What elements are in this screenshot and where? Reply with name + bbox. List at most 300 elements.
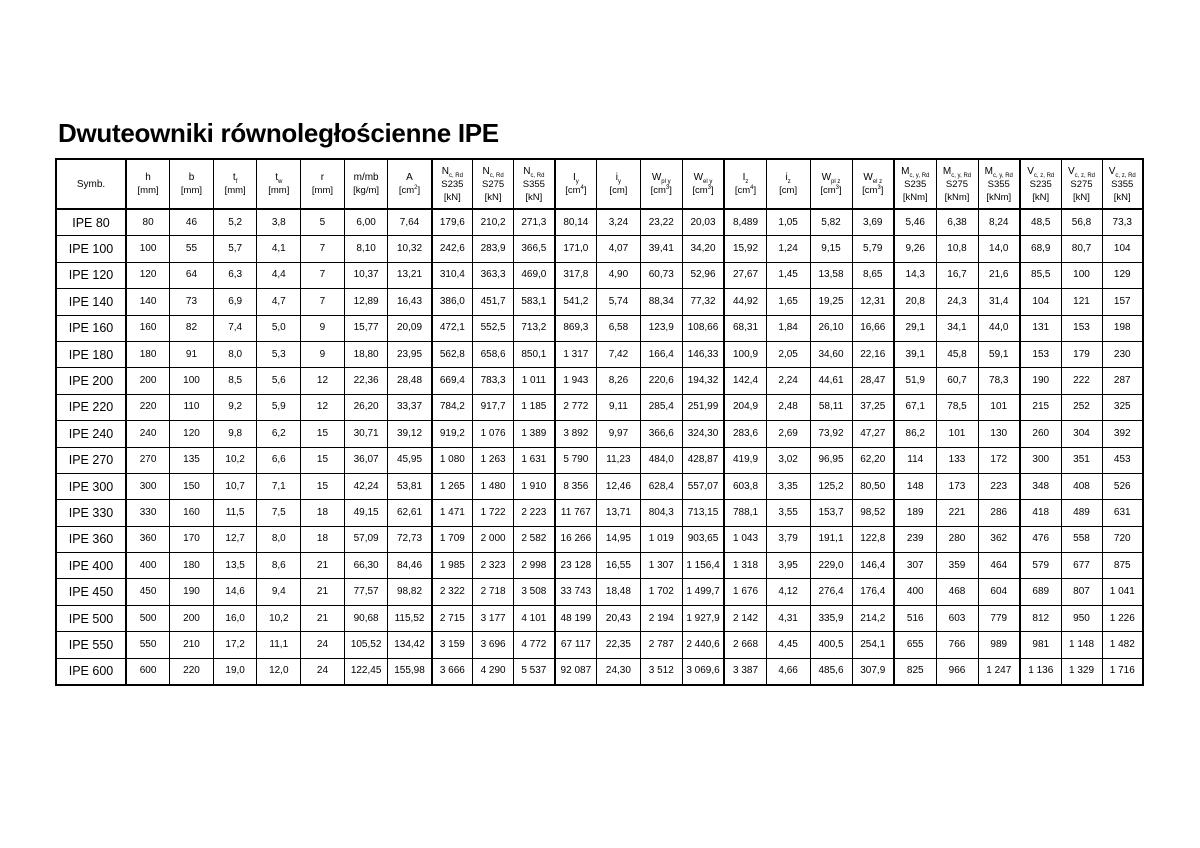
value-cell-a: 45,95 [388, 447, 432, 473]
value-cell-b: 210 [170, 632, 214, 658]
value-cell-n355: 583,1 [514, 289, 555, 315]
value-cell-iz: 4,45 [766, 632, 810, 658]
column-header-symb [56, 159, 126, 209]
value-cell-a: 7,64 [388, 209, 432, 236]
value-cell-a: 98,82 [388, 579, 432, 605]
value-cell-welz: 12,31 [852, 289, 894, 315]
value-cell-iy: 8 356 [555, 473, 597, 499]
table-row [56, 500, 1143, 526]
value-cell-wely: 1 927,9 [682, 605, 724, 631]
value-cell-n355: 3 508 [514, 579, 555, 605]
value-cell-m235: 14,3 [894, 262, 936, 288]
value-cell-m355: 223 [978, 473, 1020, 499]
value-cell-iy: 9,11 [597, 394, 641, 420]
value-cell-v355: 1 716 [1102, 658, 1143, 685]
header-steel-grade: S275 [945, 178, 969, 190]
value-cell-r: 15 [301, 473, 345, 499]
value-cell-m235: 20,8 [894, 289, 936, 315]
value-cell-a: 62,61 [388, 500, 432, 526]
value-cell-m275: 6,38 [936, 209, 978, 236]
value-cell-tw: 9,4 [257, 579, 301, 605]
value-cell-n235: 242,6 [432, 236, 473, 262]
profile-symbol-cell: IPE 360 [56, 526, 126, 552]
value-cell-mmb: 66,30 [344, 553, 388, 579]
value-cell-b: 120 [170, 421, 214, 447]
value-cell-v235: 190 [1020, 368, 1061, 394]
value-cell-iy: 12,46 [597, 473, 641, 499]
value-cell-a: 39,12 [388, 421, 432, 447]
value-cell-wply: 484,0 [640, 447, 682, 473]
header-unit [473, 191, 513, 204]
header-symbol [597, 171, 640, 184]
value-cell-v275: 100 [1061, 262, 1102, 288]
header-unit [1021, 191, 1061, 204]
header-unit-exponent: 4 [750, 184, 754, 191]
value-cell-wely: 108,66 [682, 315, 724, 341]
value-cell-r: 7 [301, 289, 345, 315]
value-cell-tf: 19,0 [213, 658, 257, 685]
header-symbol [811, 171, 852, 184]
profile-symbol-cell: IPE 330 [56, 500, 126, 526]
value-cell-tf: 11,5 [213, 500, 257, 526]
value-cell-welz: 80,50 [852, 473, 894, 499]
header-symbol-text: W [821, 172, 832, 183]
header-unit-text: [kN] [1073, 191, 1090, 203]
ipe-section-table [55, 158, 1144, 686]
value-cell-n235: 919,2 [432, 421, 473, 447]
value-cell-n275: 2 323 [473, 553, 514, 579]
value-cell-tw: 5,9 [257, 394, 301, 420]
value-cell-wply: 166,4 [640, 341, 682, 367]
header-unit [433, 191, 473, 204]
table-row [56, 473, 1143, 499]
value-cell-m355: 130 [978, 421, 1020, 447]
column-header-v355 [1102, 159, 1143, 209]
value-cell-a: 16,43 [388, 289, 432, 315]
value-cell-mmb: 49,15 [344, 500, 388, 526]
value-cell-iz: 3,02 [766, 447, 810, 473]
value-cell-iy: 317,8 [555, 262, 597, 288]
column-header-h [126, 159, 170, 209]
value-cell-welz: 98,52 [852, 500, 894, 526]
value-cell-v275: 121 [1061, 289, 1102, 315]
value-cell-a: 115,52 [388, 605, 432, 631]
value-cell-m235: 189 [894, 500, 936, 526]
column-header-v235 [1020, 159, 1061, 209]
value-cell-v235: 300 [1020, 447, 1061, 473]
table-row [56, 421, 1143, 447]
value-cell-wplz: 229,0 [810, 553, 852, 579]
value-cell-iy: 11,23 [597, 447, 641, 473]
value-cell-iz: 2 668 [724, 632, 766, 658]
table-header-row [56, 159, 1143, 209]
value-cell-h: 200 [126, 368, 170, 394]
value-cell-wply: 285,4 [640, 394, 682, 420]
value-cell-m235: 307 [894, 553, 936, 579]
value-cell-wply: 220,6 [640, 368, 682, 394]
value-cell-iz: 27,67 [724, 262, 766, 288]
table-row [56, 262, 1143, 288]
value-cell-n355: 1 011 [514, 368, 555, 394]
value-cell-iz: 1 043 [724, 526, 766, 552]
value-cell-m235: 400 [894, 579, 936, 605]
header-subscript: pl y [661, 179, 671, 185]
header-unit-text: [cm [862, 185, 878, 196]
value-cell-m235: 239 [894, 526, 936, 552]
header-subscript: el z [872, 179, 883, 185]
value-cell-n275: 210,2 [473, 209, 514, 236]
value-cell-wplz: 335,9 [810, 605, 852, 631]
value-cell-iy: 5 790 [555, 447, 597, 473]
header-unit-text: [mm] [268, 185, 290, 196]
header-steel-grade: S355 [1111, 178, 1134, 190]
header-symbol-text: b [188, 172, 195, 183]
column-header-n275 [473, 159, 514, 209]
value-cell-iz: 2,48 [766, 394, 810, 420]
value-cell-m355: 362 [978, 526, 1020, 552]
value-cell-v235: 85,5 [1020, 262, 1061, 288]
value-cell-v235: 153 [1020, 341, 1061, 367]
header-unit-text: [kNm] [944, 191, 970, 203]
value-cell-wplz: 13,58 [810, 262, 852, 288]
header-symbol-text: i [785, 172, 788, 183]
header-unit: $[cm^3]$ [650, 184, 672, 196]
value-cell-n275: 1 480 [473, 473, 514, 499]
value-cell-mmb: 18,80 [344, 341, 388, 367]
value-cell-wply: 39,41 [640, 236, 682, 262]
value-cell-wply: 3 512 [640, 658, 682, 685]
value-cell-n355: 2 582 [514, 526, 555, 552]
value-cell-wely: 251,99 [682, 394, 724, 420]
header-unit: $[cm^4]$ [734, 184, 757, 196]
value-cell-m355: 286 [978, 500, 1020, 526]
value-cell-welz: 214,2 [852, 605, 894, 631]
value-cell-m275: 280 [936, 526, 978, 552]
value-cell-r: 18 [301, 526, 345, 552]
value-cell-v275: 304 [1061, 421, 1102, 447]
value-cell-welz: 307,9 [852, 658, 894, 685]
value-cell-wely: 34,20 [682, 236, 724, 262]
value-cell-m355: 779 [978, 605, 1020, 631]
page-title: Dwuteowniki równoległościenne IPE [58, 118, 499, 148]
header-unit: $[cm^2]$ [398, 184, 421, 196]
value-cell-wply: 804,3 [640, 500, 682, 526]
value-cell-wely: 324,30 [682, 421, 724, 447]
value-cell-v355: 453 [1102, 447, 1143, 473]
value-cell-m355: 101 [978, 394, 1020, 420]
value-cell-m355: 44,0 [978, 315, 1020, 341]
header-unit [214, 184, 257, 197]
profile-symbol-cell: IPE 270 [56, 447, 126, 473]
header-unit-text: [cm [565, 185, 581, 196]
value-cell-m275: 24,3 [936, 289, 978, 315]
header-unit [597, 184, 640, 197]
profile-symbol-cell: IPE 450 [56, 579, 126, 605]
header-unit-exponent: 3 [877, 184, 881, 191]
value-cell-r: 5 [301, 209, 345, 236]
value-cell-v235: 131 [1020, 315, 1061, 341]
value-cell-iz: 3 387 [724, 658, 766, 685]
value-cell-m275: 78,5 [936, 394, 978, 420]
value-cell-n355: 4 772 [514, 632, 555, 658]
value-cell-v355: 230 [1102, 341, 1143, 367]
value-cell-n275: 1 722 [473, 500, 514, 526]
value-cell-n235: 784,2 [432, 394, 473, 420]
header-symbol-text: t [232, 172, 236, 183]
value-cell-m355: 21,6 [978, 262, 1020, 288]
value-cell-wply: 23,22 [640, 209, 682, 236]
header-subscript: c, z, Rd [1074, 172, 1095, 179]
value-cell-iz: 788,1 [724, 500, 766, 526]
value-cell-v355: 875 [1102, 553, 1143, 579]
header-unit [514, 191, 554, 204]
value-cell-wely: 3 069,6 [682, 658, 724, 685]
value-cell-iz: 1,65 [766, 289, 810, 315]
column-header-iy [555, 159, 597, 209]
value-cell-h: 550 [126, 632, 170, 658]
value-cell-iy: 11 767 [555, 500, 597, 526]
value-cell-v275: 56,8 [1061, 209, 1102, 236]
value-cell-mmb: 90,68 [344, 605, 388, 631]
header-unit [170, 184, 213, 197]
column-header-n235 [432, 159, 473, 209]
column-header-b [170, 159, 214, 209]
value-cell-iy: 1 317 [555, 341, 597, 367]
table-row [56, 579, 1143, 605]
value-cell-h: 240 [126, 421, 170, 447]
header-symbol [170, 171, 213, 184]
profile-symbol-cell: IPE 80 [56, 209, 126, 236]
value-cell-wplz: 26,10 [810, 315, 852, 341]
header-symbol-text: V [1027, 165, 1034, 177]
value-cell-iz: 603,8 [724, 473, 766, 499]
value-cell-v275: 408 [1061, 473, 1102, 499]
profile-symbol-cell: IPE 600 [56, 658, 126, 685]
header-symbol [257, 171, 300, 184]
value-cell-iy: 18,48 [597, 579, 641, 605]
value-cell-wply: 60,73 [640, 262, 682, 288]
header-unit-text: [cm [820, 185, 836, 196]
header-unit: $[cm^3]$ [692, 184, 714, 196]
value-cell-wplz: 19,25 [810, 289, 852, 315]
value-cell-v355: 73,3 [1102, 209, 1143, 236]
header-subscript: c, z, Rd [1033, 172, 1055, 179]
value-cell-tf: 6,3 [213, 262, 257, 288]
value-cell-v275: 153 [1061, 315, 1102, 341]
value-cell-h: 180 [126, 341, 170, 367]
value-cell-n235: 3 666 [432, 658, 473, 685]
value-cell-v235: 579 [1020, 553, 1061, 579]
header-unit-exponent: 3 [835, 184, 839, 191]
value-cell-b: 150 [170, 473, 214, 499]
column-header-m275 [936, 159, 978, 209]
value-cell-wplz: 96,95 [810, 447, 852, 473]
value-cell-m355: 14,0 [978, 236, 1020, 262]
header-unit-text: [mm] [180, 185, 203, 196]
profile-symbol-cell: IPE 240 [56, 421, 126, 447]
value-cell-tw: 12,0 [257, 658, 301, 685]
value-cell-tw: 11,1 [257, 632, 301, 658]
value-cell-n235: 1 709 [432, 526, 473, 552]
table-row [56, 553, 1143, 579]
value-cell-mmb: 15,77 [344, 315, 388, 341]
value-cell-v275: 179 [1061, 341, 1102, 367]
value-cell-a: 13,21 [388, 262, 432, 288]
header-symbol-text: M [984, 165, 993, 177]
value-cell-iy: 80,14 [555, 209, 597, 236]
value-cell-tf: 12,7 [213, 526, 257, 552]
header-symbol-text: W [651, 172, 662, 183]
profile-symbol-cell: IPE 100 [56, 236, 126, 262]
value-cell-m275: 16,7 [936, 262, 978, 288]
header-symbol-text: W [863, 172, 873, 183]
value-cell-tf: 16,0 [213, 605, 257, 631]
value-cell-a: 33,37 [388, 394, 432, 420]
value-cell-iz: 2,69 [766, 421, 810, 447]
value-cell-mmb: 42,24 [344, 473, 388, 499]
table-row [56, 341, 1143, 367]
header-unit-text: [cm] [779, 185, 798, 196]
value-cell-tw: 6,6 [257, 447, 301, 473]
value-cell-welz: 176,4 [852, 579, 894, 605]
profile-symbol-cell: IPE 140 [56, 289, 126, 315]
value-cell-v275: 80,7 [1061, 236, 1102, 262]
value-cell-v355: 198 [1102, 315, 1143, 341]
table-row [56, 289, 1143, 315]
value-cell-tw: 10,2 [257, 605, 301, 631]
value-cell-m355: 604 [978, 579, 1020, 605]
value-cell-n355: 366,5 [514, 236, 555, 262]
header-symbol [127, 171, 169, 184]
value-cell-v355: 157 [1102, 289, 1143, 315]
value-cell-m355: 8,24 [978, 209, 1020, 236]
value-cell-m275: 133 [936, 447, 978, 473]
value-cell-iz: 2,05 [766, 341, 810, 367]
value-cell-mmb: 8,10 [344, 236, 388, 262]
value-cell-v275: 351 [1061, 447, 1102, 473]
value-cell-n275: 917,7 [473, 394, 514, 420]
value-cell-b: 220 [170, 658, 214, 685]
header-unit-exponent: 3 [707, 184, 711, 191]
profile-symbol-cell: IPE 500 [56, 605, 126, 631]
value-cell-b: 110 [170, 394, 214, 420]
header-unit-text: [mm] [224, 185, 246, 196]
header-symbol-text: i [615, 172, 619, 183]
value-cell-v275: 558 [1061, 526, 1102, 552]
value-cell-v355: 720 [1102, 526, 1143, 552]
header-steel-grade: S355 [987, 178, 1010, 190]
header-unit [979, 191, 1020, 204]
value-cell-n275: 1 076 [473, 421, 514, 447]
value-cell-v235: 48,5 [1020, 209, 1061, 236]
header-unit-text: [kN] [484, 191, 502, 203]
header-symbol [1021, 165, 1061, 178]
header-steel-grade: S235 [441, 178, 464, 190]
value-cell-wely: 428,87 [682, 447, 724, 473]
header-steel-grade: S235 [904, 178, 927, 190]
value-cell-r: 24 [301, 632, 345, 658]
value-cell-m275: 603 [936, 605, 978, 631]
value-cell-iy: 16 266 [555, 526, 597, 552]
value-cell-m235: 655 [894, 632, 936, 658]
value-cell-h: 220 [126, 394, 170, 420]
profile-symbol-cell: IPE 160 [56, 315, 126, 341]
value-cell-tf: 9,2 [213, 394, 257, 420]
column-header-a [388, 159, 432, 209]
value-cell-m235: 39,1 [894, 341, 936, 367]
header-unit-exponent: 2 [414, 184, 418, 191]
value-cell-tf: 9,8 [213, 421, 257, 447]
value-cell-iy: 23 128 [555, 553, 597, 579]
value-cell-n355: 1 389 [514, 421, 555, 447]
header-symbol [214, 171, 257, 184]
value-cell-welz: 22,16 [852, 341, 894, 367]
header-symbol [473, 165, 513, 178]
value-cell-iy: 92 087 [555, 658, 597, 685]
header-subscript: c, z, Rd [1115, 172, 1136, 179]
header-symbol-text: V [1108, 165, 1116, 177]
value-cell-n235: 179,6 [432, 209, 473, 236]
value-cell-iy: 9,97 [597, 421, 641, 447]
column-header-tw [257, 159, 301, 209]
value-cell-tw: 8,0 [257, 526, 301, 552]
value-cell-iy: 3,24 [597, 209, 641, 236]
value-cell-m355: 464 [978, 553, 1020, 579]
header-symbol [345, 171, 388, 184]
value-cell-v235: 981 [1020, 632, 1061, 658]
header-unit-text: [kg/m] [353, 185, 380, 196]
value-cell-wely: 146,33 [682, 341, 724, 367]
value-cell-iy: 869,3 [555, 315, 597, 341]
value-cell-m235: 5,46 [894, 209, 936, 236]
value-cell-n275: 451,7 [473, 289, 514, 315]
value-cell-m355: 989 [978, 632, 1020, 658]
header-symbol [433, 165, 473, 178]
header-subscript: c, Rd [489, 172, 504, 179]
value-cell-v275: 677 [1061, 553, 1102, 579]
value-cell-iy: 4,90 [597, 262, 641, 288]
value-cell-h: 450 [126, 579, 170, 605]
value-cell-m235: 114 [894, 447, 936, 473]
value-cell-r: 15 [301, 421, 345, 447]
column-header-wplz [810, 159, 852, 209]
header-unit-text: [cm [692, 185, 708, 196]
header-unit [301, 184, 344, 197]
header-symbol [514, 165, 554, 178]
value-cell-m275: 34,1 [936, 315, 978, 341]
value-cell-iz: 1,84 [766, 315, 810, 341]
header-subscript: c, Rd [448, 172, 463, 179]
value-cell-a: 28,48 [388, 368, 432, 394]
value-cell-wplz: 9,15 [810, 236, 852, 262]
header-subscript: y [618, 179, 622, 185]
value-cell-wely: 713,15 [682, 500, 724, 526]
value-cell-iy: 541,2 [555, 289, 597, 315]
header-subscript: z [787, 179, 791, 185]
header-unit-text: [cm] [609, 185, 628, 196]
value-cell-mmb: 77,57 [344, 579, 388, 605]
header-unit-text: [kN] [1032, 191, 1050, 203]
value-cell-n275: 658,6 [473, 341, 514, 367]
value-cell-v275: 807 [1061, 579, 1102, 605]
header-subscript: f [235, 179, 238, 185]
value-cell-wely: 20,03 [682, 209, 724, 236]
column-header-wely [682, 159, 724, 209]
value-cell-n275: 783,3 [473, 368, 514, 394]
value-cell-n275: 3 696 [473, 632, 514, 658]
value-cell-h: 140 [126, 289, 170, 315]
header-subscript: pl z [831, 179, 841, 185]
